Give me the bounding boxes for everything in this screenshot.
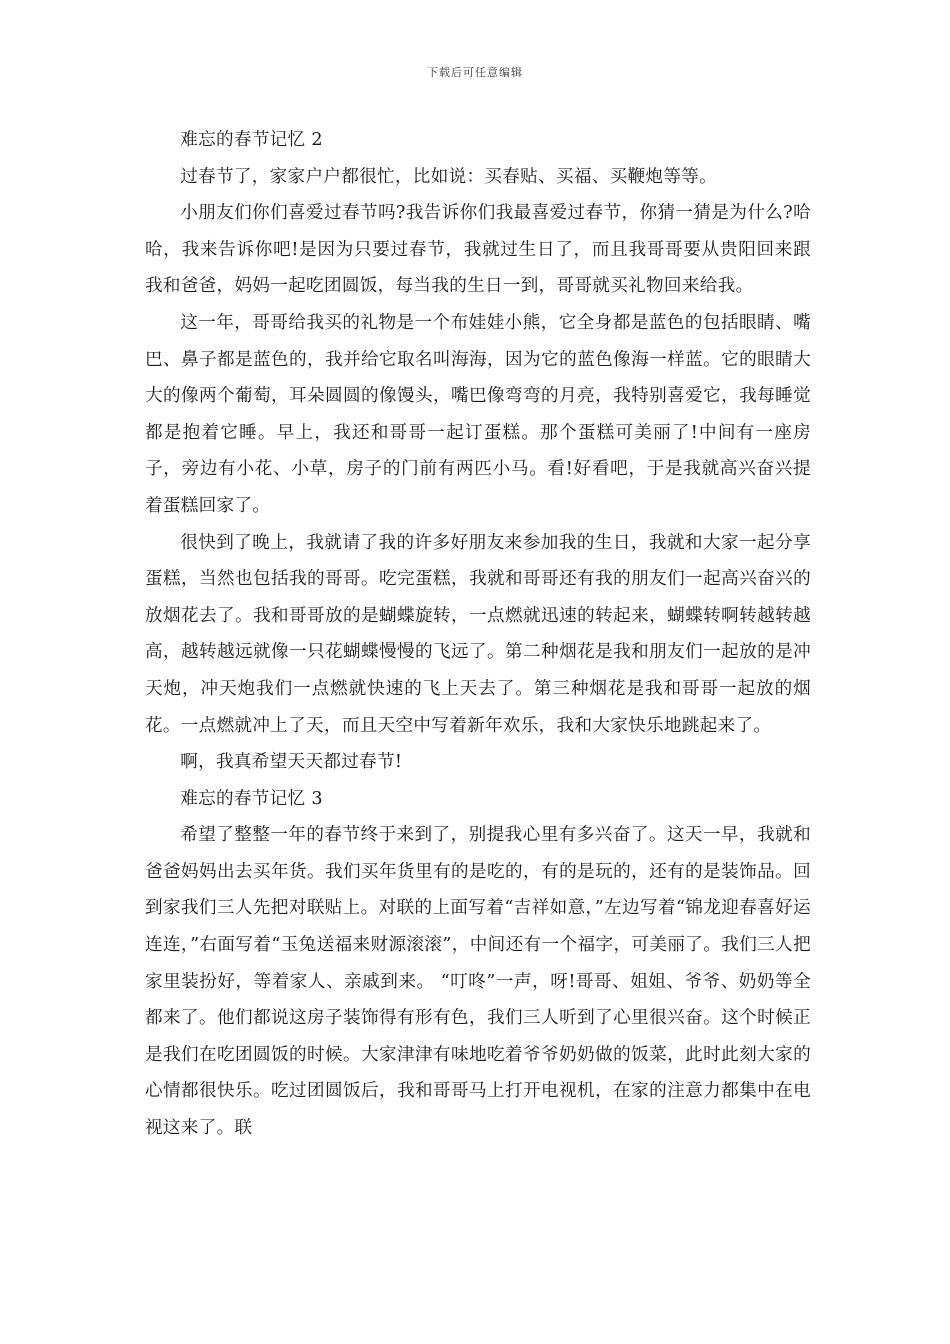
paragraph: 这一年，哥哥给我买的礼物是一个布娃娃小熊，它全身都是蓝色的包括眼睛、嘴巴、鼻子都是蓝色的，我并给它取名叫海海，因为它的蓝色像海一样蓝。它的眼睛大大的像两个葡萄，耳朵圆圆的像馒头，嘴巴像弯弯的月亮，我特别喜爱它，我每睡觉都是抱着它睡。早上，我还和哥哥一起订蛋糕。那个蛋糕可美丽了!中间有一座房子，旁边有小花、小草，房子的门前有两匹小马。看!好看吧，于是我就高兴奋兴提着蛋糕回家了。 [145, 312, 811, 516]
paragraph: 小朋友们你们喜爱过春节吗?我告诉你们我最喜爱过春节，你猜一猜是为什么?哈哈，我来告诉你吧!是因为只要过春节，我就过生日了，而且我哥哥要从贵阳回来跟我和爸爸，妈妈一起吃团圆饭，每当我的生日一到，哥哥就买礼物回来给我。 [145, 203, 811, 297]
paragraph: 啊，我真希望天天都过春节! [180, 752, 403, 773]
paragraph: 很快到了晚上，我就请了我的许多好朋友来参加我的生日，我就和大家一起分享蛋糕，当然也包括我的哥哥。吃完蛋糕，我就和哥哥还有我的朋友们一起高兴奋兴的放烟花去了。我和哥哥放的是蝴蝶旋转，一点燃就迅速的转起来，蝴蝶转啊转越转越高，越转越远就像一只花蝴蝶慢慢的飞远了。第二种烟花是我和朋友们一起放的是冲天炮，冲天炮我们一点燃就快速的飞上天去了。第三种烟花是我和哥哥一起放的烟花。一点燃就冲上了天，而且天空中写着新年欢乐，我和大家快乐地跳起来了。 [145, 532, 811, 736]
article-body [145, 122, 811, 1147]
header-note: 下载后可任意编辑 [427, 66, 523, 79]
section-heading: 难忘的春节记忆 2 [180, 130, 323, 150]
paragraph: 过春节了，家家户户都很忙，比如说：买春贴、买福、买鞭炮等等。 [180, 166, 718, 187]
paragraph: 希望了整整一年的春节终于来到了，别提我心里有多兴奋了。这天一早，我就和爸爸妈妈出去买年货。我们买年货里有的是吃的，有的是玩的，还有的是装饰品。回到家我们三人先把对联贴上。对联的上面写着“吉祥如意，”左边写着“锦龙迎春喜好运连连，”右面写着“玉兔送福来财源滚滚”，中间还有一个福字，可美丽了。我们三人把家里装扮好，等着家人、亲戚到来。 “叮咚”一声，呀!哥哥、姐姐、爷爷、奶奶等全都来了。他们都说这房子装饰得有形有色，我们三人听到了心里很兴奋。这个时候正是我们在吃团圆饭的时候。大家津津有味地吃着爷爷奶奶做的饭菜，此时此刻大家的心情都很快乐。吃过团圆饭后，我和哥哥马上打开电视机，在家的注意力都集中在电视这来了。联 [145, 825, 811, 1139]
section-heading: 难忘的春节记忆 3 [180, 788, 323, 809]
